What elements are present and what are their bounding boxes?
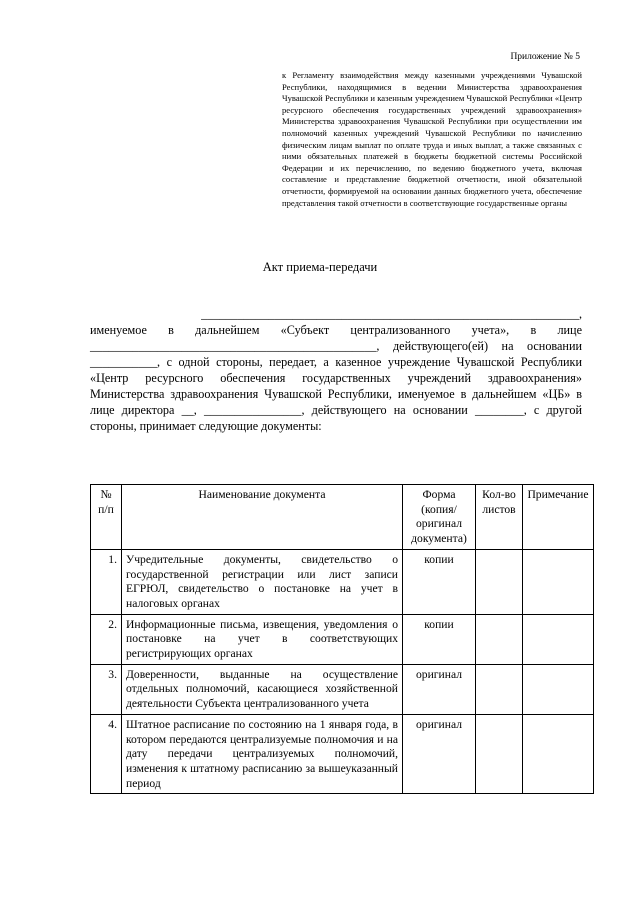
header-count: Кол-во листов bbox=[476, 485, 523, 550]
header-num: № п/п bbox=[91, 485, 122, 550]
subject-name-blank: ______________________________________________________________, bbox=[201, 307, 582, 321]
header-name: Наименование документа bbox=[122, 485, 403, 550]
table-row bbox=[91, 664, 594, 714]
row-count bbox=[476, 614, 523, 664]
regulation-note: к Регламенту взаимодействия между казенными учреждениями Чувашской Республики, находящимися в ведении Министерства здравоохранения Чувашской Республики и казенным учреждением Чувашской Республики «Центр ресурсного обеспечения государственных учреждений здравоохранения» Министерства здравоохранения Чувашской Республики при осуществлении им полномочий казенных учреждений Чувашской Республики по начислению физическим лицам выплат по оплате труда и иных выплат, а также связанных с ними обязательных платежей в бюджеты бюджетной системы Российской Федерации и их перечислению, по ведению бюджетного учета, включая составление и представление бюджетной отчетности, иной обязательной отчетности, формируемой на основании данных бюджетного учета, обеспечение представления такой отчетности в соответствующие государственные органы bbox=[282, 70, 582, 208]
row-name: Учредительные документы, свидетельство о государственной регистрации или лист записи ЕГРЮЛ, свидетельство о постановке на учет в налоговых органах bbox=[122, 549, 403, 614]
appendix-title: Приложение № 5 bbox=[510, 52, 580, 62]
row-name: Штатное расписание по состоянию на 1 января года, в котором передаются централизуемые полномочия и на дату передачи централизуемых полномочий, изменения к штатному расписанию за вышеуказанный период bbox=[122, 714, 403, 794]
row-form: копии bbox=[403, 614, 476, 664]
row-num: 1. bbox=[91, 549, 122, 614]
act-title: Акт приема-передачи bbox=[262, 260, 378, 274]
row-count bbox=[476, 714, 523, 794]
row-num: 2. bbox=[91, 614, 122, 664]
row-form: оригинал bbox=[403, 714, 476, 794]
row-note bbox=[523, 549, 594, 614]
row-num: 3. bbox=[91, 664, 122, 714]
row-count bbox=[476, 664, 523, 714]
header-note: Примечание bbox=[523, 485, 594, 550]
row-count bbox=[476, 549, 523, 614]
row-note bbox=[523, 614, 594, 664]
intro-text: именуемое в дальнейшем «Субъект централизованного учета», в лице _______________________________________________, действующего(ей) на основании ___________, с одной стороны, передает, а казенное учреждение Чувашской Республики «Центр ресурсного обеспечения государственных учреждений здравоохранения» Министерства здравоохранения Чувашской Республики, именуемое в дальнейшем «ЦБ» в лице директора __, ________________, действующего на основании ________, с другой стороны, принимает следующие документы: bbox=[90, 323, 582, 433]
header-form: Форма (копия/оригинал документа) bbox=[403, 485, 476, 550]
documents-table bbox=[90, 484, 594, 794]
row-note bbox=[523, 714, 594, 794]
row-note bbox=[523, 664, 594, 714]
table-row bbox=[91, 549, 594, 614]
table-row bbox=[91, 614, 594, 664]
table-header-row bbox=[91, 485, 594, 550]
row-form: оригинал bbox=[403, 664, 476, 714]
row-name: Доверенности, выданные на осуществление отдельных полномочий, касающиеся хозяйственной деятельности Субъекта централизованного учета bbox=[122, 664, 403, 714]
table-row bbox=[91, 714, 594, 794]
row-name: Информационные письма, извещения, уведомления о постановке на учет в соответствующих регистрирующих органах bbox=[122, 614, 403, 664]
row-num: 4. bbox=[91, 714, 122, 794]
intro-paragraph bbox=[90, 306, 582, 434]
row-form: копии bbox=[403, 549, 476, 614]
